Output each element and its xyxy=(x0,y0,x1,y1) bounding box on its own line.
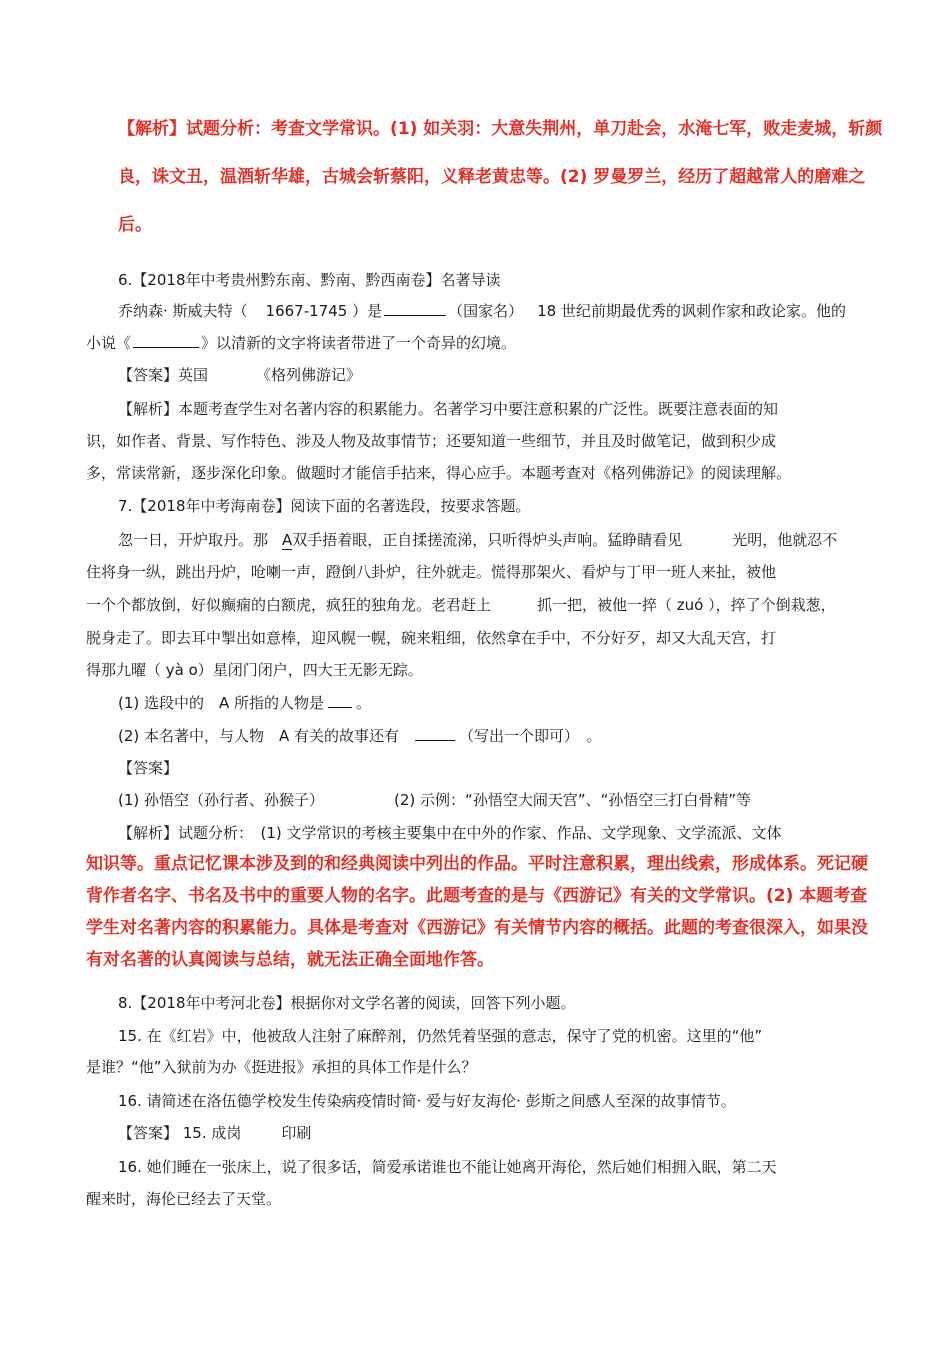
q6-paragraph-line-2 xyxy=(86,333,516,353)
q8-heading: 8.【2018年中考河北卷】根据你对文学名著的阅读，回答下列小题。 xyxy=(118,994,576,1012)
q7-answer-1: (1) 孙悟空（孙行者、孙猴子） xyxy=(118,791,325,809)
q8-question-15-line-1: 15. 在《红岩》中，他被敌人注射了麻醉剂，仍然凭着坚强的意志，保守了党的机密。这里的“他” xyxy=(118,1027,763,1045)
q7-passage-line-2: 住将身一纵，跳出丹炉，呛喇一声，蹬倒八卦炉，往外就走。慌得那架火、看炉与丁甲一班人来扯，被他 xyxy=(86,563,777,581)
q6-text: 乔纳森· 斯威夫特（ xyxy=(118,302,248,320)
q8-answer-15-b: 印刷 xyxy=(281,1124,312,1142)
q6-answer-book: 《格列佛游记》 xyxy=(256,366,362,384)
q7-answer xyxy=(118,790,751,810)
q7-analysis-heading: 【解析】试题分析： (1) 文学常识的考核主要集中在中外的作家、作品、文学现象、文学流派、文体 xyxy=(118,824,782,842)
q7-text: (2) 本名著中，与人物 A 有关的故事还有 xyxy=(118,727,400,745)
q7-q2-blank xyxy=(415,726,455,741)
q6-text: （国家名） xyxy=(448,302,524,320)
q6-novel-blank xyxy=(133,333,199,348)
q7-passage-line-3 xyxy=(86,595,836,615)
q7-subquestion-1 xyxy=(118,693,371,713)
q7-text: 抓一把，被他一捽（ zuó ），捽了个倒栽葱， xyxy=(537,596,836,614)
q6-analysis-line-2: 识，如作者、背景、写作特色、涉及人物及故事情节；还要知道一些细节，并且及时做笔记，做到积少成 xyxy=(86,432,777,450)
q6-text: 1667-1745 ）是 xyxy=(265,302,383,320)
q7-text: （写出一个即可） 。 xyxy=(459,727,602,745)
q8-answer-15: 【答案】 15. 成岗 xyxy=(118,1124,242,1142)
q7-passage-line-4: 脱身走了。即去耳中掣出如意棒，迎风幌一幌，碗来粗细，依然拿在手中，不分好歹，却又大乱天宫，打 xyxy=(86,629,777,647)
q7-subquestion-2 xyxy=(118,726,602,746)
q6-text: 18 世纪前期最优秀的讽刺作家和政论家。他的 xyxy=(537,302,846,320)
q7-text: 双手捂着眼，正自揉搓流涕，只听得炉头声响。猛睁睛看见 xyxy=(292,531,683,549)
q7-text: (1) 选段中的 A 所指的人物是 xyxy=(118,694,325,712)
analysis-top-line-3: 后。 xyxy=(118,215,152,235)
q6-analysis-line-1: 【解析】本题考查学生对名著内容的积累能力。名著学习中要注意积累的广泛性。既要注意表面的知 xyxy=(118,400,779,418)
q7-analysis-red-line-2: 背作者名字、书名及书中的重要人物的名字。此题考查的是与《西游记》有关的文学常识。(2) 本题考查 xyxy=(86,886,868,906)
q8-answer-16-line-1: 16. 她们睡在一张床上，说了很多话，简爱承诺谁也不能让她离开海伦，然后她们相拥入眠，第二天 xyxy=(118,1158,777,1176)
q8-question-15-line-2: 是谁？“他”入狱前为办《挺进报》承担的具体工作是什么？ xyxy=(86,1058,477,1076)
q7-analysis-red-line-1: 知识等。重点记忆课本涉及到的和经典阅读中列出的作品。平时注意积累，理出线索，形成体系。死记硬 xyxy=(86,854,868,874)
q8-answer xyxy=(118,1123,311,1143)
q7-text: 忽一日，开炉取丹。那 xyxy=(118,531,269,549)
q6-text: 》以清新的文字将读者带进了一个奇异的幻境。 xyxy=(201,334,517,352)
q6-analysis-line-3: 多，常读常新，逐步深化印象。做题时才能信手拈来，得心应手。本题考查对《格列佛游记》的阅读理解。 xyxy=(86,464,792,482)
q7-passage-line-5: 得那九曜（ yà o）星闭门闭户，四大王无影无踪。 xyxy=(86,661,423,679)
q6-paragraph-line-1 xyxy=(118,301,846,321)
q6-text: 小说《 xyxy=(86,334,132,352)
q7-text: 一个个都放倒，好似癫痫的白额虎，疯狂的独角龙。老君赶上 xyxy=(86,596,492,614)
q7-passage-line-1 xyxy=(118,530,837,550)
q7-analysis-red-line-4: 有对名著的认真阅读与总结，就无法正确全面地作答。 xyxy=(86,950,494,970)
q7-text: 。 xyxy=(356,694,372,712)
q6-answer-label: 【答案】英国 xyxy=(118,366,209,384)
q7-answer-label: 【答案】 xyxy=(118,759,179,777)
q6-heading: 6.【2018年中考贵州黔东南、黔南、黔西南卷】名著导读 xyxy=(118,271,501,289)
q7-q1-blank xyxy=(328,693,352,708)
q6-country-blank xyxy=(384,301,446,316)
q8-question-16: 16. 请简述在洛伍德学校发生传染病疫情时简· 爱与好友海伦· 彭斯之间感人至深的故事情节。 xyxy=(118,1092,736,1110)
q7-heading: 7.【2018年中考海南卷】阅读下面的名著选段，按要求答题。 xyxy=(118,497,531,515)
q7-person-a-mark: A xyxy=(282,531,293,549)
q6-answer xyxy=(118,365,361,385)
q7-text: 光明，他就忍不 xyxy=(732,531,838,549)
q7-answer-2: (2) 示例：“孙悟空大闹天宫”、“孙悟空三打白骨精”等 xyxy=(394,791,752,809)
analysis-top-line-1: 【解析】试题分析：考查文学常识。(1) 如关羽：大意失荆州，单刀赴会，水淹七军，败走麦城，斩颜 xyxy=(118,119,883,139)
analysis-top-line-2: 良，诛文丑，温酒斩华雄，古城会斩蔡阳，义释老黄忠等。(2) 罗曼罗兰，经历了超越常人的磨难之 xyxy=(118,167,866,187)
q8-answer-16-line-2: 醒来时，海伦已经去了天堂。 xyxy=(86,1190,282,1208)
q7-analysis-red-line-3: 学生对名著内容的积累能力。具体是考查对《西游记》有关情节内容的概括。此题的考查很深入，如果没 xyxy=(86,918,868,938)
